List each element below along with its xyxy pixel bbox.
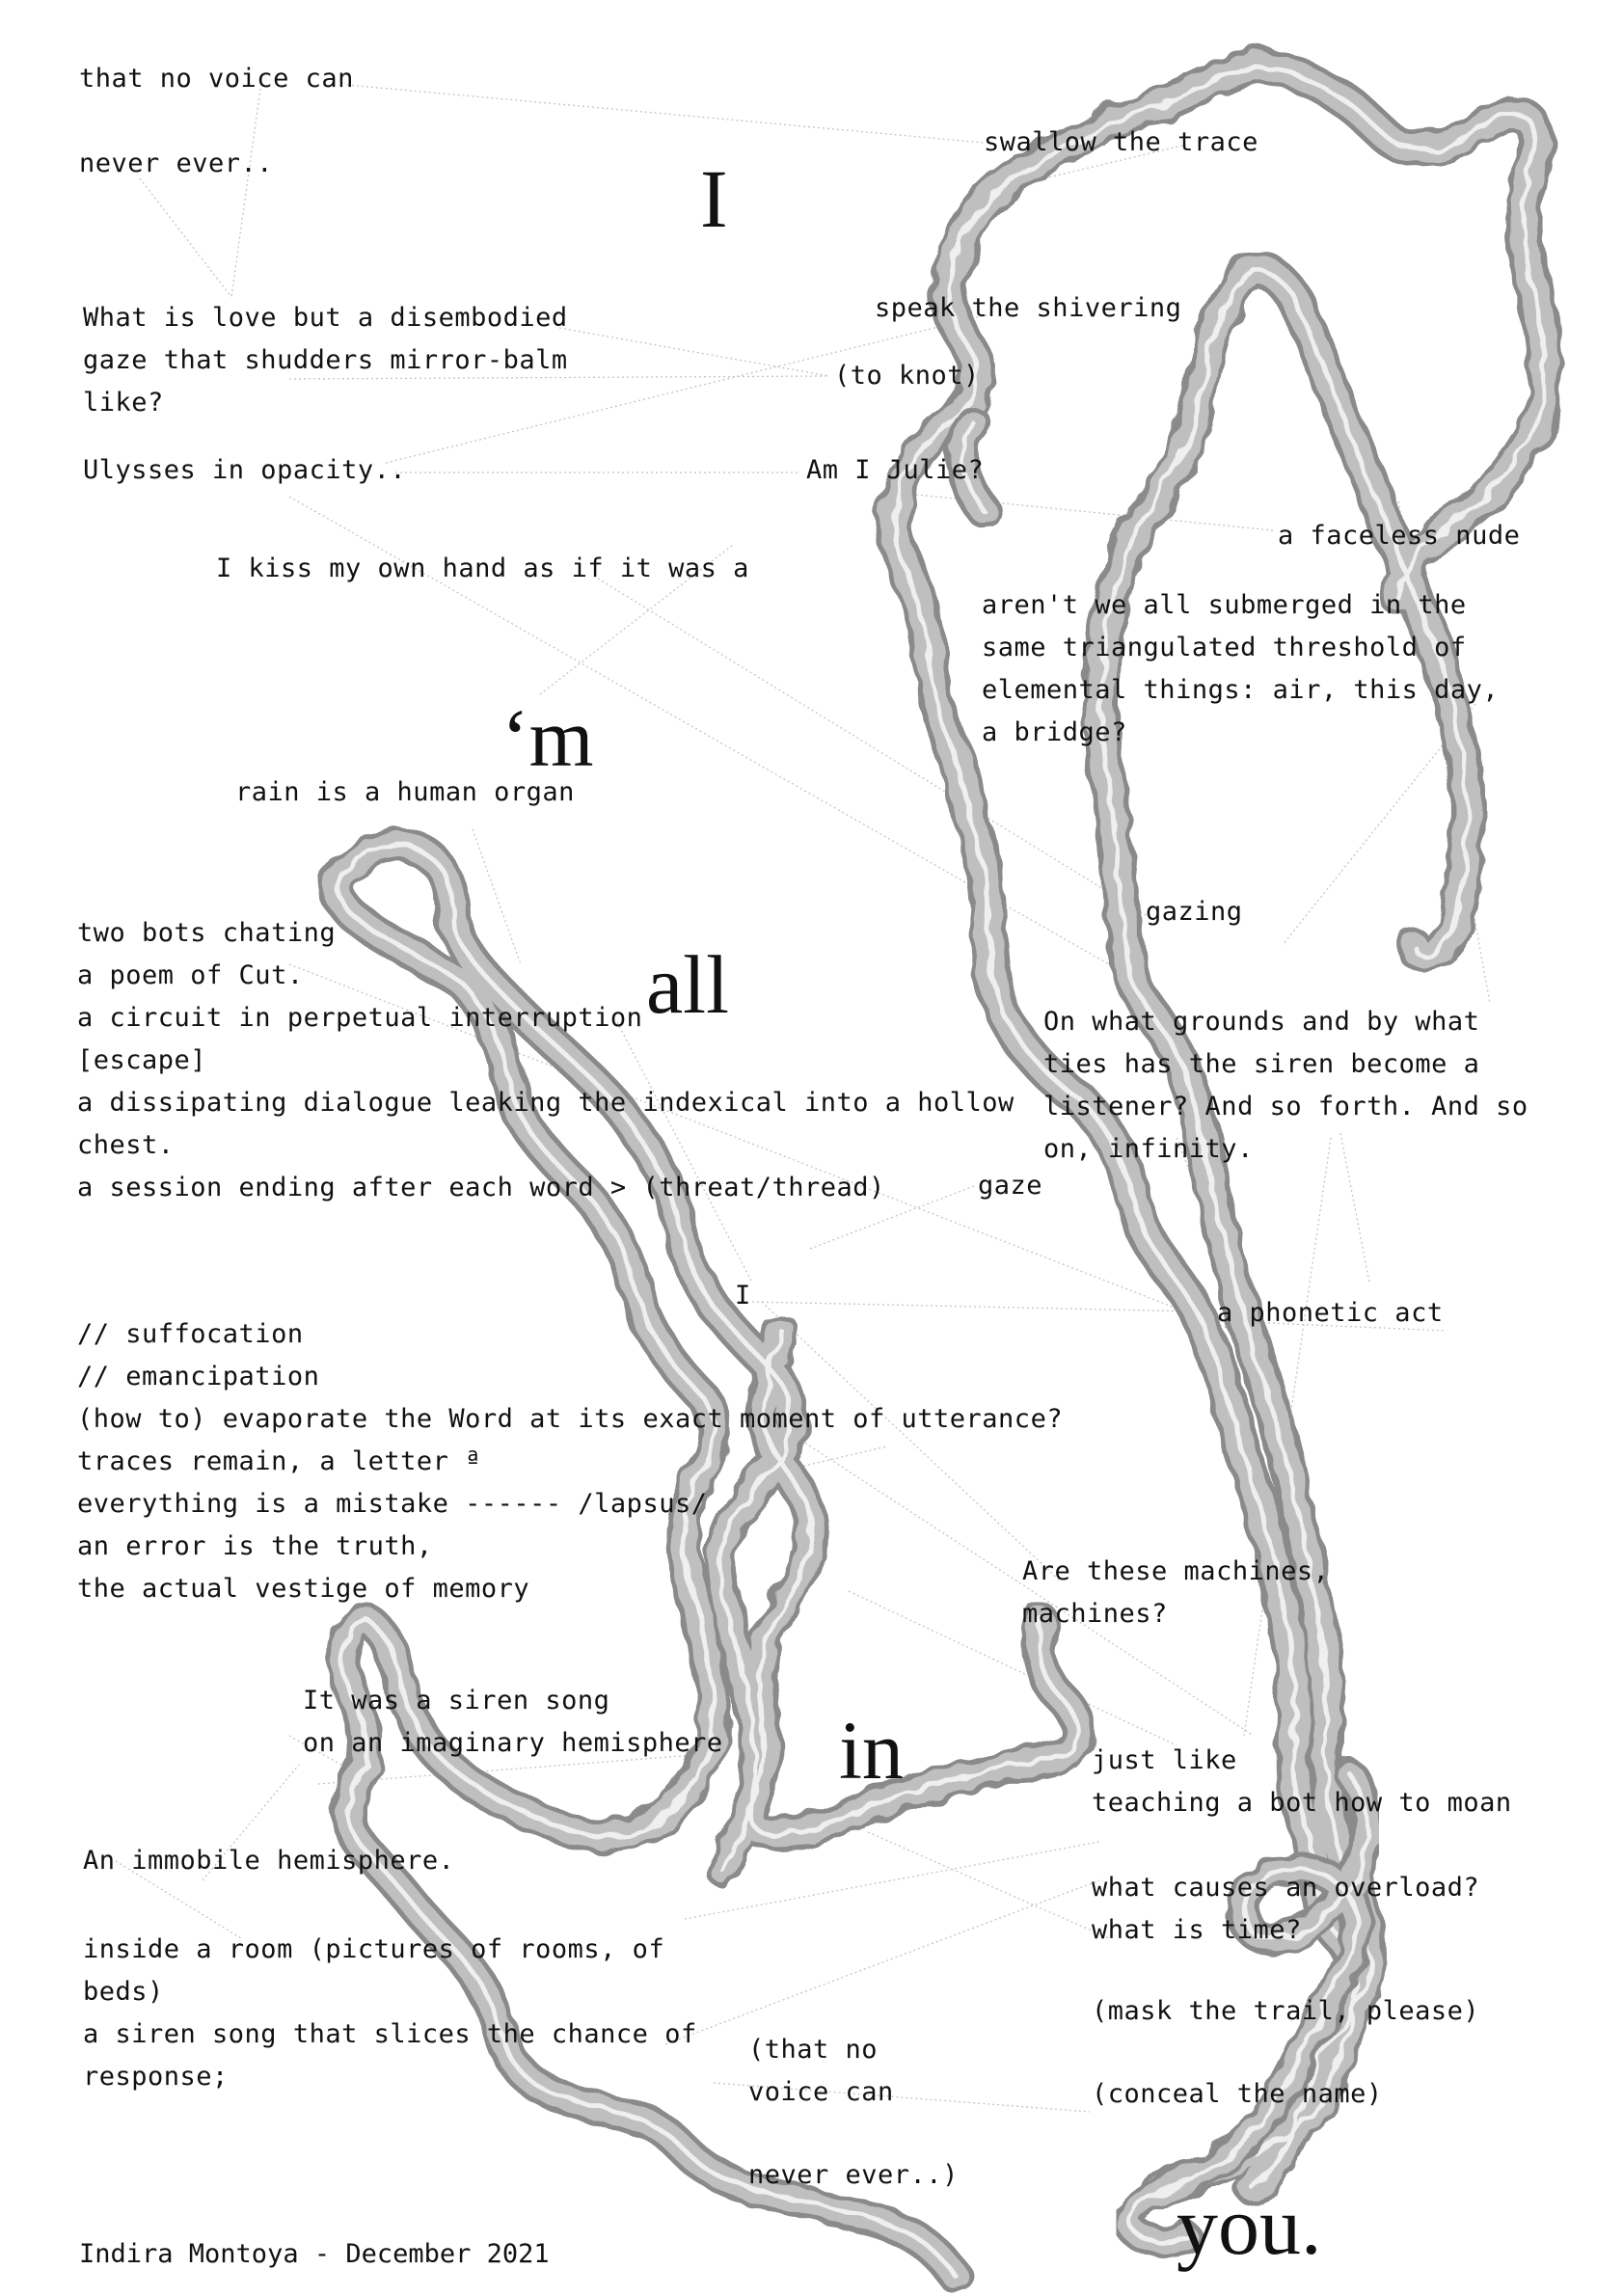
fragment-suffocation: // suffocation // emancipation (how to) evaporate the Word at its exact moment of utterance? traces remain, a letter ª everything is a mistake ------ /lapsus/ an error is the truth, the actual vestige of memory [77,1319,1064,1604]
fragment-phonetic-act: a phonetic act [1217,1298,1444,1328]
fragment-teaching-a-bot: just like teaching a bot how to moan [1092,1745,1512,1818]
big-word-i: I [700,152,728,245]
fragment-overload: what causes an overload? what is time? [1092,1873,1480,1945]
fragment-inside-a-room: inside a room (pictures of rooms, of beds) a siren song that slices the chance of response; [83,1934,697,2092]
fragment-gaze: gaze [978,1171,1043,1201]
big-word-am: ‘m [501,691,594,784]
fragment-gazing: gazing [1146,897,1243,927]
fragment-to-knot: (to knot) [834,361,980,391]
fragment-siren-listener: On what grounds and by what ties has the siren become a listener? And so forth. And so on, infinity. [1043,1007,1528,1164]
fragment-small-i: I [735,1281,751,1310]
fragment-what-is-love: What is love but a disembodied gaze that shudders mirror-balm like? [83,303,568,418]
fragment-two-bots: two bots chating a poem of Cut. a circuit in perpetual interruption [escape] a dissipating dialogue leaking the indexical into a hollow chest. a session ending after each word > (threat/thread) [77,918,1014,1202]
fragment-that-no-voice-paren: (that no voice can [748,2035,894,2107]
fragment-conceal-the-name: (conceal the name) [1092,2079,1383,2109]
fragment-never-ever: never ever.. [79,149,274,178]
fragment-rain: rain is a human organ [235,777,575,807]
big-word-you: you. [1177,2179,1322,2272]
fragment-faceless-nude: a faceless nude [1278,521,1521,551]
fragment-ulysses: Ulysses in opacity.. [83,455,407,485]
fragment-speak-the-shivering: speak the shivering [875,293,1182,323]
signature: Indira Montoya - December 2021 [79,2239,550,2269]
fragment-am-i-julie: Am I Julie? [806,455,985,485]
big-word-all: all [646,938,729,1031]
fragment-that-no-voice: that no voice can [79,64,354,94]
fragment-i-kiss: I kiss my own hand as if it was a [216,554,749,583]
fragment-swallow-the-trace: swallow the trace [984,127,1258,157]
fragment-never-ever-paren: never ever..) [748,2160,959,2190]
fragment-mask-the-trail: (mask the trail, please) [1092,1996,1480,2026]
fragment-submerged: aren't we all submerged in the same triangulated threshold of elemental things: air, this day, a bridge? [982,590,1500,747]
fragment-immobile-hemisphere: An immobile hemisphere. [83,1846,455,1876]
fragment-siren-song: It was a siren song on an imaginary hemisphere [303,1686,723,1758]
big-word-in: in [839,1704,904,1796]
fragment-machines: Are these machines, machines? [1022,1556,1330,1629]
